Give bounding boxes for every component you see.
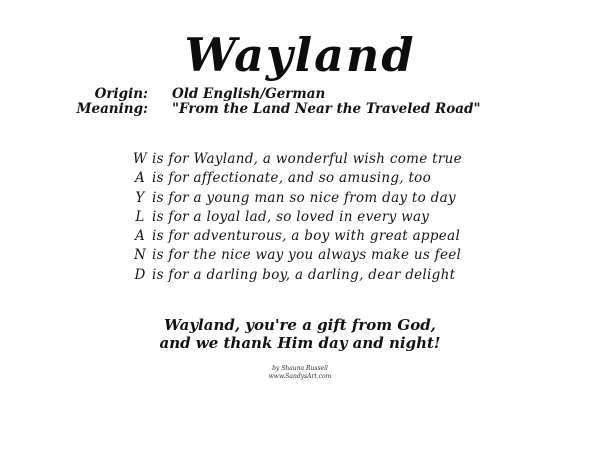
closing-line-1: Wayland, you're a gift from God, [164,316,436,334]
poem-letter: D [134,266,146,283]
poem-text: is for adventurous, a boy with great appeal [152,228,461,245]
poem-letter: A [134,228,146,245]
name-info-section [0,87,600,117]
poem-letter: Y [135,189,145,206]
meaning-value: "From the Land Near the Traveled Road" [172,101,481,117]
meaning-label: Meaning: [76,101,148,117]
closing-line-2: and we thank Him day and night! [159,334,441,352]
website-credit: www.SandysArt.com [268,373,332,380]
closing-verse [0,316,600,352]
origin-row [0,87,600,102]
poem-text: is for a young man so nice from day to day [152,189,456,206]
poem-line [128,150,548,169]
origin-label: Origin: [94,86,148,102]
author-credit: by Shauna Russell [272,365,328,372]
page-title: Wayland [184,28,416,82]
poem-line [128,266,548,285]
meaning-row [0,102,600,117]
poem-letter: W [132,151,148,167]
poem-letter: N [133,247,147,264]
poem-line [128,227,548,246]
poem-text: is for a darling boy, a darling, dear delight [152,266,456,283]
poem-text: is for affectionate, and so amusing, too [152,170,432,187]
poem-text: is for the nice way you always make us feel [152,247,462,264]
poem-line [128,246,548,265]
origin-value: Old English/German [172,86,326,102]
footer-credit [0,365,600,381]
acrostic-poem [128,150,548,285]
poem-line [128,169,548,188]
poem-text: is for Wayland, a wonderful wish come true [152,151,462,167]
poem-letter: A [134,170,146,187]
poem-line [128,208,548,227]
poem-letter: L [135,208,145,225]
poem-line [128,189,548,208]
poem-text: is for a loyal lad, so loved in every way [152,208,430,225]
